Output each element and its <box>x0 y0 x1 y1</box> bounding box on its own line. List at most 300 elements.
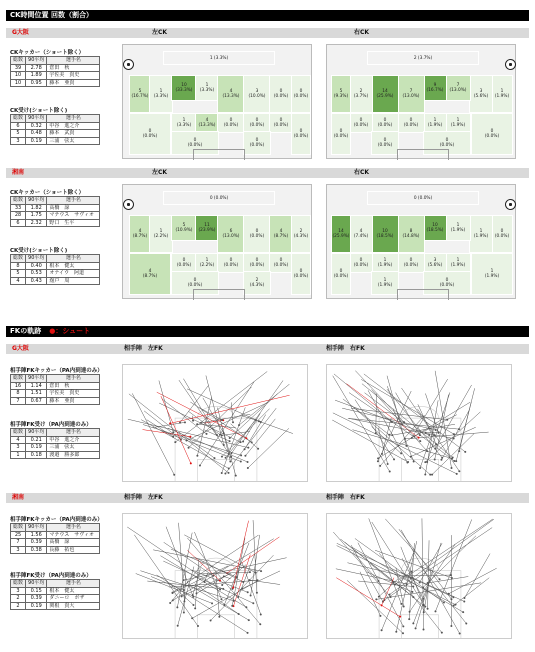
table-row: 3 0.38 長藤 拓也 <box>11 546 100 554</box>
fk-trajectory <box>378 402 470 458</box>
ck-zone: 3 (10.0%) <box>243 75 271 113</box>
fk-trajectory <box>368 390 407 462</box>
ck-zone: 1 (1.9%) <box>445 113 471 133</box>
trajectory-end-point <box>419 581 421 583</box>
ck-zone: 2 (3.7%) <box>349 75 373 113</box>
fk-trajectory <box>372 427 402 454</box>
ck-zone: 10 (18.5%) <box>423 215 447 241</box>
team-band-shonan-ck <box>6 168 529 178</box>
trajectory-end-point <box>463 597 465 599</box>
fk-trajectory <box>337 543 454 597</box>
table-row: 6 2.32 野口 生平 <box>11 219 100 227</box>
fk-kicker-title: 相手陣FKキッカー（PA内到達のみ） <box>10 517 103 523</box>
ck-zone: 0 (0.0%) <box>171 253 197 273</box>
ck-zone: 0 (0.0%) <box>291 113 311 155</box>
trajectory-end-point <box>179 422 181 424</box>
ck-left-label: 左CK <box>152 29 168 36</box>
table-row: 6 0.32 中谷 進之介 <box>11 122 100 130</box>
fk-trajectory <box>162 431 240 462</box>
trajectory-end-point <box>260 613 262 615</box>
trajectory-end-point <box>379 615 381 617</box>
ck-zone: 0 (0.0%) <box>371 131 399 155</box>
trajectory-end-point <box>259 623 261 625</box>
trajectory-end-point <box>177 625 179 627</box>
table-row: 39 2.78 倉田 秋 <box>11 64 100 72</box>
fk-trajectory <box>222 409 270 457</box>
trajectory-end-point <box>423 629 425 631</box>
trajectory-end-point <box>238 424 240 426</box>
trajectory-end-point <box>392 581 394 583</box>
trajectory-end-point <box>250 595 252 597</box>
trajectory-end-point <box>458 470 460 472</box>
trajectory-end-point <box>434 448 436 450</box>
fk-trajectory <box>449 568 497 594</box>
table-row: 4 0.21 中谷 進之介 <box>11 436 100 444</box>
trajectory-end-point <box>172 599 174 601</box>
trajectory-end-point <box>391 434 393 436</box>
fk-trajectory <box>347 580 403 633</box>
goal-area <box>193 149 245 160</box>
table-row: 10 0.95 藤本 亜貴 <box>11 79 100 87</box>
trajectory-end-point <box>247 632 249 634</box>
trajectory-end-point <box>403 421 405 423</box>
ck-zone: 4 (8.7%) <box>129 253 171 295</box>
ck-zone: 10 (18.5%) <box>371 215 399 253</box>
ck-zone: 0 (0.0%) <box>367 191 479 205</box>
fk-right-trajectory-plot <box>326 364 512 482</box>
ball-icon <box>123 199 134 210</box>
ck-zone: 14 (25.9%) <box>371 75 399 113</box>
ck-right-label: 右CK <box>354 29 370 36</box>
trajectory-end-point <box>439 578 441 580</box>
team-name: 湘南 <box>12 494 25 501</box>
trajectory-end-point <box>257 448 259 450</box>
ck-zone: 0 (0.0%) <box>291 75 311 113</box>
trajectory-end-point <box>455 460 457 462</box>
trajectory-end-point <box>424 474 426 476</box>
trajectory-end-point <box>197 625 199 627</box>
col-count: 総数 <box>11 57 26 65</box>
ck-zone: 6 (13.0%) <box>217 215 245 253</box>
ck-zone: 1 (1.9%) <box>371 253 399 273</box>
ck-zone: 1 (1.9%) <box>445 253 471 273</box>
ck-zone: 0 (0.0%) <box>423 271 471 295</box>
trajectory-end-point <box>229 440 231 442</box>
trajectory-end-point <box>426 461 428 463</box>
trajectory-end-point <box>419 434 421 436</box>
ball-icon <box>505 199 516 210</box>
trajectory-end-point <box>228 472 230 474</box>
ck-right-label: 右CK <box>354 169 370 176</box>
trajectory-end-point <box>465 622 467 624</box>
fk-trajectory <box>132 393 174 474</box>
table-row: 8 0.40 根本 健太 <box>11 262 100 270</box>
ck-zone: 1 (1.9%) <box>423 113 447 133</box>
trajectory-end-point <box>224 472 226 474</box>
fk-trajectory <box>351 545 383 602</box>
trajectory-end-point <box>231 605 233 607</box>
table-row: 28 1.75 マテウス サヴィオ <box>11 212 100 220</box>
trajectory-end-point <box>221 584 223 586</box>
trajectory-end-point <box>212 575 214 577</box>
trajectory-end-point <box>247 591 249 593</box>
ck-target-title: CK受け(ショート除く) <box>10 108 68 114</box>
fk-trajectory <box>413 587 427 624</box>
fk-trajectory <box>332 420 408 462</box>
trajectory-end-point <box>459 632 461 634</box>
trajectory-end-point <box>419 467 421 469</box>
ck-zone: 7 (13.0%) <box>445 75 471 101</box>
trajectory-end-point <box>413 435 415 437</box>
trajectory-end-point <box>375 598 377 600</box>
fk-trajectory <box>239 384 289 425</box>
fk-trajectory <box>195 559 199 608</box>
table-row: 2 0.19 関根 貴大 <box>11 602 100 610</box>
ck-zone: 1 (3.3%) <box>171 113 197 133</box>
fk-left-title: 相手陣 左FK <box>124 494 163 501</box>
trajectory-end-point <box>183 579 185 581</box>
trajectory-end-point <box>440 459 442 461</box>
shot-trajectory <box>382 578 394 606</box>
trajectory-end-point <box>184 421 186 423</box>
fk-trajectory <box>175 371 267 442</box>
ck-zone: 2 (3.7%) <box>367 51 479 65</box>
trajectory-end-point <box>219 434 221 436</box>
fk-trajectory <box>242 571 280 589</box>
ck-zone: 1 (2.2%) <box>195 253 219 273</box>
trajectory-end-point <box>194 607 196 609</box>
fk-trajectory <box>159 381 173 433</box>
fk-trajectory <box>144 411 181 440</box>
trajectory-end-point <box>426 450 428 452</box>
trajectory-end-point <box>403 605 405 607</box>
fk-trajectory <box>464 554 490 598</box>
shot-trajectory <box>143 430 191 437</box>
ck-zone: 0 (0.0%) <box>171 131 219 155</box>
trajectory-end-point <box>399 616 401 618</box>
trajectory-end-point <box>431 474 433 476</box>
ck-zone: 3 (5.6%) <box>469 75 493 113</box>
trajectory-end-point <box>249 571 251 573</box>
ck-zone: 1 (3.3%) <box>195 75 219 101</box>
trajectory-end-point <box>412 622 414 624</box>
table-row: 4 0.43 舘戸 周 <box>11 277 100 285</box>
ck-kicker-table <box>10 56 100 87</box>
ck-zone: 0 (0.0%) <box>331 113 351 155</box>
fk-trajectory <box>188 411 220 434</box>
ck-zone: 3 (5.6%) <box>423 253 447 273</box>
fk-target-title: 相手陣FK受け（PA内到達のみ） <box>10 573 92 579</box>
trajectory-end-point <box>412 586 414 588</box>
trajectory-end-point <box>251 441 253 443</box>
trajectory-end-point <box>256 592 258 594</box>
trajectory-end-point <box>211 602 213 604</box>
fk-trajectory <box>425 400 438 474</box>
team-name: G大阪 <box>12 345 29 352</box>
trajectory-end-point <box>232 587 234 589</box>
trajectory-end-point <box>450 598 452 600</box>
goal-area <box>401 615 438 639</box>
fk-trajectory <box>336 569 407 584</box>
fk-header-title: FKの軌跡 <box>10 327 42 335</box>
trajectory-end-point <box>456 473 458 475</box>
ck-target-title: CK受け(ショート除く) <box>10 248 68 254</box>
fk-left-title: 相手陣 左FK <box>124 345 163 352</box>
trajectory-end-point <box>402 632 404 634</box>
trajectory-end-point <box>210 620 212 622</box>
ck-zone: 0 (0.0%) <box>129 113 171 155</box>
ck-left-label: 左CK <box>152 169 168 176</box>
trajectory-end-point <box>394 584 396 586</box>
fk-right-title: 相手陣 右FK <box>326 345 365 352</box>
trajectory-end-point <box>196 592 198 594</box>
fk-trajectory <box>197 424 236 427</box>
team-band-shonan-fk <box>6 493 529 503</box>
ck-zone: 0 (0.0%) <box>171 271 219 295</box>
ck-zone: 4 (8.7%) <box>269 215 293 253</box>
fk-trajectory <box>378 391 411 461</box>
ck-zone: 5 (9.3%) <box>331 75 351 113</box>
ck-right-pitch <box>326 44 516 159</box>
trajectory-end-point <box>453 460 455 462</box>
trajectory-end-point <box>441 632 443 634</box>
trajectory-end-point <box>173 474 175 476</box>
trajectory-end-point <box>451 577 453 579</box>
ball-icon <box>505 59 516 70</box>
trajectory-end-point <box>450 625 452 627</box>
trajectory-end-point <box>424 461 426 463</box>
table-row: 5 0.48 藤本 武貴 <box>11 130 100 138</box>
ck-target-table: 総数 90平均 選手名 8 0.40 根本 健太 5 0.53 オナイウ 阿道 4 0.43 舘戸 周 <box>10 254 100 285</box>
trajectory-end-point <box>169 422 171 424</box>
ck-zone: 0 (0.0%) <box>423 131 471 155</box>
trajectory-end-point <box>434 610 436 612</box>
trajectory-end-point <box>411 591 413 593</box>
trajectory-end-point <box>169 602 171 604</box>
trajectory-end-point <box>427 608 429 610</box>
fk-trajectory <box>128 419 248 447</box>
ck-zone: 0 (0.0%) <box>243 215 271 253</box>
ck-zone: 0 (0.0%) <box>269 113 293 133</box>
fk-trajectory <box>335 400 429 435</box>
trajectory-end-point <box>407 461 409 463</box>
penalty-arc <box>197 406 234 418</box>
team-name: G大阪 <box>12 29 29 36</box>
ck-section-header <box>6 10 529 21</box>
table-row: 3 0.19 三浦 弦太 <box>11 444 100 452</box>
ck-header-title: CK時間位置 回数（割合） <box>10 11 93 19</box>
table-row: 2 0.39 ダニーロ ボザ <box>11 595 100 603</box>
trajectory-end-point <box>220 598 222 600</box>
ck-zone: 4 (8.7%) <box>129 215 151 253</box>
trajectory-end-point <box>199 464 201 466</box>
trajectory-end-point <box>242 440 244 442</box>
fk-trajectory <box>372 522 425 607</box>
ball-icon <box>123 59 134 70</box>
goal-area <box>397 289 449 300</box>
trajectory-end-point <box>232 421 234 423</box>
trajectory-end-point <box>435 429 437 431</box>
team-band-gosaka-ck <box>6 28 529 38</box>
ck-zone: 0 (0.0%) <box>349 113 373 133</box>
ck-zone: 1 (1.9%) <box>445 215 471 241</box>
trajectory-end-point <box>230 452 232 454</box>
trajectory-end-point <box>172 592 174 594</box>
ck-target-table: 総数 90平均 選手名 6 0.32 中谷 進之介 5 0.48 藤本 武貴 3 0.19 三浦 弦太 <box>10 114 100 145</box>
trajectory-end-point <box>389 471 391 473</box>
table-row: 16 1.14 倉田 秋 <box>11 382 100 390</box>
ck-zone: 1 (3.3%) <box>149 75 173 113</box>
trajectory-end-point <box>377 460 379 462</box>
ck-left-pitch <box>122 184 312 299</box>
trajectory-end-point <box>428 434 430 436</box>
ck-zone: 0 (0.0%) <box>217 113 245 133</box>
trajectory-end-point <box>379 465 381 467</box>
trajectory-end-point <box>183 612 185 614</box>
trajectory-end-point <box>235 475 237 477</box>
trajectory-end-point <box>402 625 404 627</box>
trajectory-end-point <box>221 456 223 458</box>
trajectory-end-point <box>188 447 190 449</box>
ck-zone: 0 (0.0%) <box>491 215 513 253</box>
fk-trajectory <box>134 535 198 626</box>
trajectory-end-point <box>174 441 176 443</box>
ck-zone: 0 (0.0%) <box>471 113 513 155</box>
ck-kicker-title: CKキッカー（ショート除く） <box>10 190 85 196</box>
ck-zone: 4 (7.4%) <box>349 215 373 253</box>
fk-right-title: 相手陣 右FK <box>326 494 365 501</box>
fk-section-header <box>6 326 529 337</box>
table-row: 5 0.53 オナイウ 阿道 <box>11 270 100 278</box>
fk-kicker-table: 総数 90平均 選手名 25 1.56 マテウス サヴィオ 7 0.39 高橋 諒 3 0.38 長藤 拓也 <box>10 523 100 554</box>
trajectory-end-point <box>423 611 425 613</box>
trajectory-end-point <box>429 474 431 476</box>
trajectory-end-point <box>247 447 249 449</box>
fk-trajectory <box>195 557 244 582</box>
trajectory-end-point <box>463 600 465 602</box>
shot-trajectory <box>233 521 248 588</box>
trajectory-end-point <box>395 631 397 633</box>
goal-area <box>193 289 245 300</box>
ck-zone: 0 (0.0%) <box>397 253 425 273</box>
ck-zone: 0 (0.0%) <box>397 113 425 133</box>
trajectory-end-point <box>191 617 193 619</box>
trajectory-end-point <box>240 454 242 456</box>
trajectory-end-point <box>223 604 225 606</box>
ck-zone: 1 (1.9%) <box>371 271 399 295</box>
trajectory-end-point <box>176 606 178 608</box>
trajectory-end-point <box>192 604 194 606</box>
trajectory-end-point <box>411 437 413 439</box>
fk-trajectory <box>173 539 274 601</box>
trajectory-end-point <box>452 456 454 458</box>
ck-zone: 0 (0.0%) <box>291 253 311 295</box>
trajectory-end-point <box>462 611 464 613</box>
trajectory-end-point <box>422 598 424 600</box>
ck-zone: 14 (25.9%) <box>331 215 351 253</box>
fk-trajectory <box>259 421 293 433</box>
trajectory-end-point <box>190 462 192 464</box>
trajectory-end-point <box>242 581 244 583</box>
trajectory-end-point <box>196 455 198 457</box>
ck-zone: 4 (13.3%) <box>195 113 219 133</box>
table-row: 25 1.56 マテウス サヴィオ <box>11 531 100 539</box>
ck-zone: 0 (0.0%) <box>349 253 373 273</box>
trajectory-end-point <box>381 629 383 631</box>
fk-left-trajectory-plot <box>122 513 308 639</box>
trajectory-end-point <box>192 596 194 598</box>
shot-legend: ●：シュート <box>49 327 91 335</box>
ck-zone: 0 (0.0%) <box>243 253 271 273</box>
shot-trajectory <box>227 537 279 573</box>
goal-area <box>197 615 234 639</box>
trajectory-end-point <box>225 457 227 459</box>
trajectory-end-point <box>218 616 220 618</box>
fk-kicker-table: 総数 90平均 選手名 16 1.14 倉田 秋 8 1.51 宇佐美 貴史 7 0.67 藤本 亜貴 <box>10 374 100 405</box>
ck-zone: 5 (10.9%) <box>171 215 197 241</box>
fk-kicker-title: 相手陣FKキッカー（PA内到達のみ） <box>10 368 103 374</box>
trajectory-end-point <box>464 451 466 453</box>
trajectory-end-point <box>400 603 402 605</box>
ck-zone: 0 (0.0%) <box>371 113 399 133</box>
fk-target-table: 総数 90平均 選手名 3 0.15 根本 健太 2 0.39 ダニーロ ボザ 2 0.19 関根 貴大 <box>10 579 100 610</box>
fk-right-trajectory-plot <box>326 513 512 639</box>
ck-zone: 0 (0.0%) <box>243 113 271 133</box>
trajectory-end-point <box>419 440 421 442</box>
table-row: 10 1.89 宇佐美 貴史 <box>11 72 100 80</box>
ck-kicker-title: CKキッカー（ショート除く） <box>10 50 85 56</box>
ck-zone: 0 (0.0%) <box>163 191 275 205</box>
ck-zone: 0 (0.0%) <box>243 131 271 155</box>
trajectory-end-point <box>455 604 457 606</box>
fk-target-table: 総数 90平均 選手名 4 0.21 中谷 進之介 3 0.19 三浦 弦太 1 0.18 渡邉 勝多郎 <box>10 428 100 459</box>
trajectory-end-point <box>221 434 223 436</box>
trajectory-end-point <box>221 419 223 421</box>
trajectory-end-point <box>230 456 232 458</box>
ck-zone: 1 (1.9%) <box>471 253 513 295</box>
ck-zone: 8 (14.8%) <box>397 215 425 253</box>
fk-trajectory <box>200 382 254 466</box>
ck-zone: 0 (0.0%) <box>331 253 351 295</box>
ck-zone: 0 (0.0%) <box>217 253 245 273</box>
ck-zone: 9 (16.7%) <box>423 75 447 101</box>
ck-zone: 1 (1.9%) <box>491 75 513 113</box>
ck-right-pitch <box>326 184 516 299</box>
fk-left-trajectory-plot <box>122 364 308 482</box>
ck-zone: 0 (0.0%) <box>269 75 293 113</box>
trajectory-end-point <box>408 618 410 620</box>
ck-left-pitch <box>122 44 312 159</box>
fk-trajectory <box>245 419 275 456</box>
goal-area <box>397 149 449 160</box>
trajectory-end-point <box>252 602 254 604</box>
table-row: 7 0.67 藤本 亜貴 <box>11 397 100 405</box>
table-row: 7 0.39 高橋 諒 <box>11 539 100 547</box>
trajectory-end-point <box>221 472 223 474</box>
trajectory-end-point <box>425 432 427 434</box>
fk-trajectory <box>418 404 436 444</box>
ck-zone: 4 (13.3%) <box>217 75 245 113</box>
trajectory-end-point <box>387 463 389 465</box>
fk-trajectory <box>428 540 429 608</box>
fk-target-title: 相手陣FK受け（PA内到達のみ） <box>10 422 92 428</box>
fk-trajectory <box>147 420 173 437</box>
team-name: 湘南 <box>12 169 25 176</box>
trajectory-end-point <box>258 420 260 422</box>
table-row: 1 0.18 渡邉 勝多郎 <box>11 451 100 459</box>
table-row: 33 1.82 高橋 諒 <box>11 204 100 212</box>
trajectory-end-point <box>415 627 417 629</box>
